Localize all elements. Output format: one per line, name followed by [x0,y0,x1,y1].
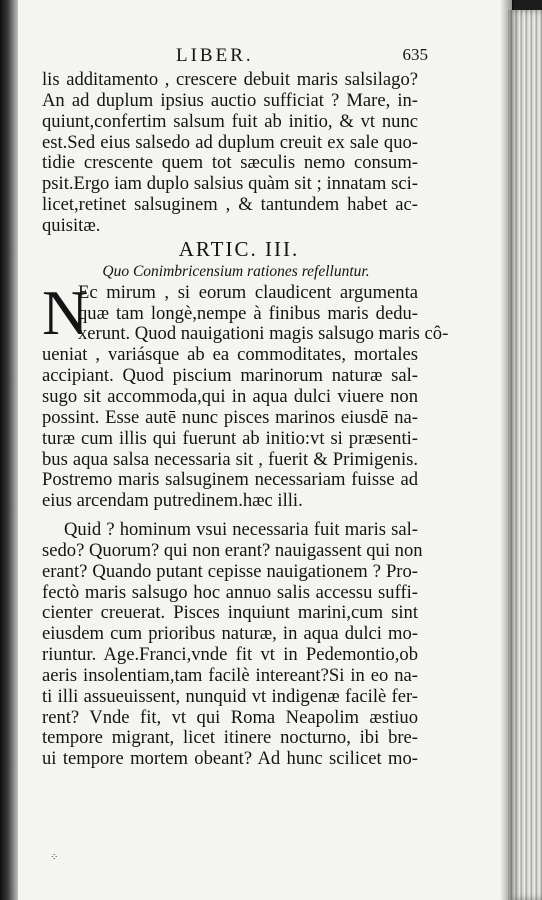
text-line: sedo? Quorum? qui non erant? nauigassent qui non [42,539,423,561]
text-line: tidie crescente quem tot sæculis nemo consum- [42,152,418,174]
text-line: possint. Esse autē nunc pisces marinos eiusdē na- [42,406,418,428]
running-title: LIBER. [176,45,254,66]
article-heading: ARTIC. III. [178,236,300,261]
text-line: Quid ? hominum vsui necessaria fuit maris sal- [64,519,418,541]
text-line: cienter creuerat. Pisces inquiunt marini,cum sint [42,602,418,624]
text-line: psit.Ergo iam duplo salsius quàm sit ; innatam sci- [42,173,418,195]
text-line: ueniat , variásque ab ea commoditates, mortales [42,344,418,366]
printer-mark: ⁘ [50,852,59,863]
stacked-page-edges [508,10,542,900]
article-subheading: Quo Conimbricensium rationes refelluntur. [102,262,370,280]
paragraph-continued [42,70,418,237]
text-line: eiusdem cum prioribus naturæ, in aqua dulci mo- [42,623,418,645]
text-line: sugo sit accommoda,qui in aqua dulci viuere non [42,385,418,407]
text-line: An ad duplum ipsius auctio sufficiat ? Mare, in- [42,89,418,111]
running-header [42,44,428,70]
text-block [42,44,449,770]
text-line: quisitæ. [42,214,101,236]
text-line: riuntur. Age.Franci,vnde fit vt in Pedemontio,ob [42,644,418,666]
text-line: quæ tam longè,nempe à finibus maris dedu- [78,302,418,324]
text-line: quiunt,confertim salsum fuit ab initio, & vt nunc [42,110,418,132]
paragraph-dropcap [42,276,449,512]
text-line: accipiant. Quod piscium marinorum naturæ sal- [42,365,418,387]
text-line: lis additamento , crescere debuit maris salsilago? [42,69,418,90]
drop-cap-letter: N [42,276,89,348]
text-line: tempore migrant, licet itinere nocturno, ibi bre- [42,727,418,749]
text-line: bus aqua salsa necessaria sit , fuerit & Primigenis. [42,448,418,470]
paragraph-quid [42,519,423,770]
text-line: turæ cum illis qui fuerunt ab initio:vt si præsenti- [42,427,418,449]
text-line: eius arcendam putredinem.hæc illi. [42,490,303,512]
text-line: ti illi assueuissent, nunquid vt indigenæ facilè fer- [42,685,418,707]
text-line: rent? Vnde fit, vt qui Roma Neapolim æstiuo [42,706,418,728]
text-line: fectò maris salsugo hoc annuo salis accessu suffi- [42,581,418,603]
text-line: est.Sed eius salsedo ad duplum creuit ex sale quo- [42,131,418,153]
text-line: Postremo maris salsuginem necessariam fuisse ad [42,469,418,491]
text-line: ui tempore mortem obeant? Ad hunc scilicet mo- [42,748,418,770]
text-line: licet,retinet salsuginem , & tantundem habet ac- [42,194,418,216]
page-number: 635 [402,45,428,64]
text-line: Ec mirum , si eorum claudicent argumenta [78,281,418,303]
text-line: xerunt. Quod nauigationi magis salsugo maris cô- [78,323,449,345]
text-line: erant? Quando putant cepisse nauigationem ? Pro- [42,560,418,582]
text-line: aeris insolentiam,tam facilè intereant?Si in eo na- [42,664,418,686]
